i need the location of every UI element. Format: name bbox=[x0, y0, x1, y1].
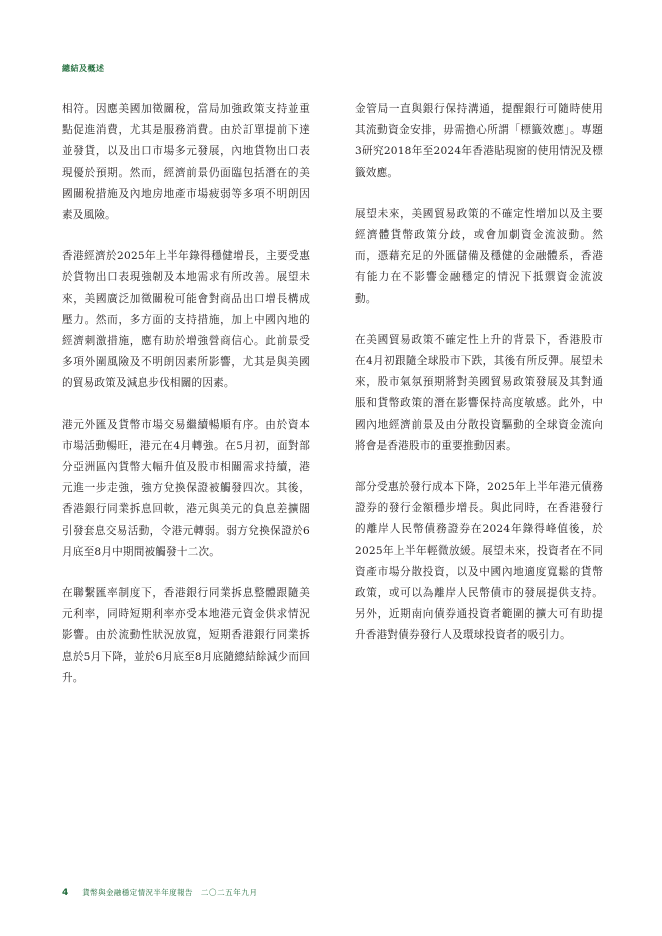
left-column bbox=[62, 99, 310, 709]
paragraph: 港元外匯及貨幣市場交易繼續暢順有序。由於資本市場活動暢旺，港元在4月轉強。在5月初，面對部分亞洲區內貨幣大幅升值及股市相關需求持續，港元進一步走強，強方兌換保證被觸發四次。其後，香港銀行同業拆息回軟，港元與美元的負息差擴闊引發套息交易活動，令港元轉弱。弱方兌換保證於6月底至8月中期間被觸發十二次。 bbox=[62, 418, 310, 558]
paragraph: 相符。因應美國加徵關稅，當局加強政策支持並重點促進消費，尤其是服務消費。由於訂單提前下達並發貨，以及出口市場多元發展，內地貨物出口表現優於預期。然而，經濟前景仍面臨包括潛在的美國關稅措施及內地房地產市場疲弱等多項不明朗因素及風險。 bbox=[62, 103, 310, 222]
report-date: 二〇二五年九月 bbox=[200, 888, 258, 897]
paragraph: 金管局一直與銀行保持溝通，提醒銀行可隨時使用其流動資金安排，毋需擔心所謂「標籤效應」。專題3研究2018年至2024年香港貼現窗的使用情況及標籤效應。 bbox=[355, 103, 603, 179]
paragraph: 香港經濟於2025年上半年錄得穩健增長，主要受惠於貨物出口表現強韌及本地需求有所改善。展望未來，美國廣泛加徵關稅可能會對商品出口增長構成壓力。然而，多方面的支持措施，加上中國內地的經濟刺激措施，應有助於增強營商信心。此前景受多項外圍風險及不明朗因素所影響，尤其是與美國的貿易政策及減息步伐相關的因素。 bbox=[62, 250, 310, 390]
paragraph: 在美國貿易政策不確定性上升的背景下，香港股市在4月初跟隨全球股市下跌，其後有所反彈。展望未來，股市氣氛預期將對美國貿易政策發展及其對通脹和貨幣政策的潛在影響保持高度敏感。此外，中國內地經濟前景及由分散投資驅動的全球資金流向將會是香港股市的重要推動因素。 bbox=[355, 333, 603, 452]
report-title: 貨幣與金融穩定情況半年度報告 bbox=[82, 888, 193, 897]
page-footer bbox=[62, 887, 258, 898]
page-number: 4 bbox=[62, 888, 69, 898]
paragraph: 部分受惠於發行成本下降，2025年上半年港元債務證券的發行金額穩步增長。與此同時，在香港發行的離岸人民幣債務證券在2024年錄得峰值後，於2025年上半年輕微放緩。展望未來，投資者在不同資產市場分散投資，以及中國內地適度寬鬆的貨幣政策，或可以為離岸人民幣債市的發展提供支持。另外，近期南向債券通投資者範圍的擴大可有助提升香港對債券發行人及環球投資者的吸引力。 bbox=[355, 481, 603, 642]
right-column bbox=[355, 99, 603, 667]
paragraph: 在聯繫匯率制度下，香港銀行同業拆息整體跟隨美元利率，同時短期利率亦受本地港元資金供求情況影響。由於流動性狀況放寬，短期香港銀行同業拆息於5月下降，並於6月底至8月底隨總結餘減少而回升。 bbox=[62, 587, 310, 684]
section-header: 總結及概述 bbox=[62, 64, 105, 73]
paragraph: 展望未來，美國貿易政策的不確定性增加以及主要經濟體貨幣政策分歧，或會加劇資金流波動。然而，憑藉充足的外匯儲備及穩健的金融體系，香港有能力在不影響金融穩定的情況下抵禦資金流波動。 bbox=[355, 207, 603, 305]
